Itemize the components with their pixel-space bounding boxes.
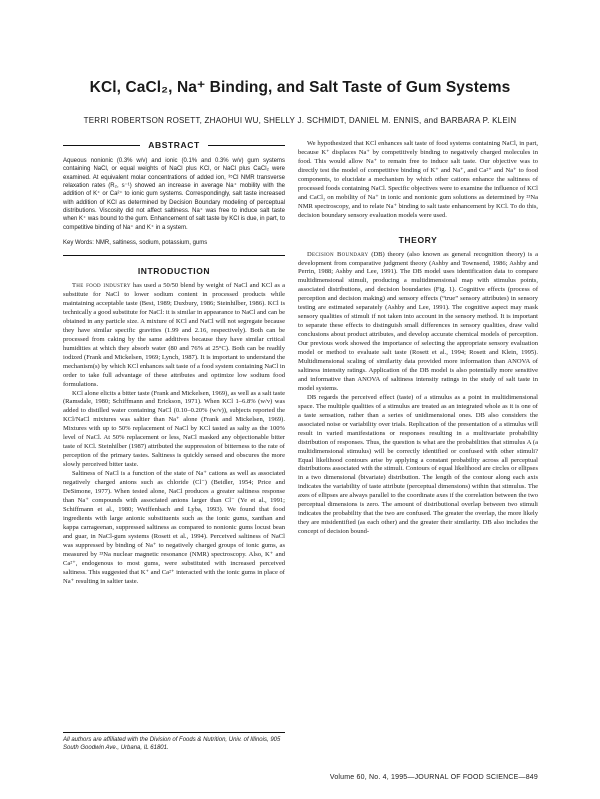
abstract-block <box>63 157 285 256</box>
theory-heading-text: THEORY <box>398 234 438 245</box>
intro-lead-in: The food industry <box>72 282 131 290</box>
affiliation-footnote: All authors are affiliated with the Division of Foods & Nutrition, Univ. of Illinois, 905 South Goodwin Ave., Urbana, IL 61801. <box>63 732 285 752</box>
theory-heading <box>298 235 538 245</box>
intro-paragraph-2: KCl alone elicits a bitter taste (Frank and Mickelsen, 1969), as well as a salt taste (Ramsdale, 1980; Schiffmann and Erickson, 1971). When KCl 1–6.8% (w/v) was added to distilled water containing NaCl (0.10–0.20% (w/v)), subjects reported the KCl/NaCl mixtures was saltier than Na⁺ alone (Frank and Mickelsen, 1969). Mixtures with up to 50% replacement of NaCl by KCl tasted as salty as the 100% level of NaCl. At 50% replacement or less, NaCl masked any objectionable bitter taste of KCl. Steinhilber (1987) attributed the suppression of bitterness to the rate of perception of the primary tastes. Saltiness is quickly sensed and obscures the more slowly perceived bitter taste. <box>63 389 285 469</box>
abstract-text: Aqueous nonionic (0.3% w/v) and ionic (0.1% and 0.3% w/v) gum systems containing NaCl, or equal weights of NaCl plus KCl, or NaCl plus CaCl₂ were examined. At equivalent molar concentrations of added ion, ³⁵Cl NMR transverse relaxation rates (R₂, s⁻¹) showed an increase in average Na⁺ mobility with the addition of K⁺ or Ca²⁺ to ionic gum systems. Correspondingly, salt taste increased with addition of KCl as determined by Decision Boundary modeling of perceptual distributions. Viscosity did not affect saltiness. Na⁺ was free to induce salt taste when K⁺ was bound to the gum. Enhancement of salt taste by KCl is due, in part, to competitive binding of Na⁺ and K⁺ in a system. <box>63 158 285 231</box>
theory-paragraph-1-text: (DB) theory (also known as general recognition theory) is a development from comparative judgment theory (Ashby and Townsend, 1986; Ashby and Perrin, 1988; Ashby and Lee, 1991). The DB model uses identification data to compare multidimensional stimuli, producing a multidimensional map with stimulus points, associated distributions, and decision boundaries (Fig. 1). Cognitive effects (process of perception and decision making) and sensory effects (“true” sensory attributes) in sensory testing are estimated separately (Ashby and Lee, 1991). The cognitive aspect may mask sensory qualities of stimuli if not taken into account in the sensory method. It is important to separate these effects to distinguish small differences in sensory qualities, draw valid conclusions about product attributes, and develop accurate chemical models of perception. Our previous work showed the importance of selecting the appropriate sensory evaluation model or method to evaluate salt taste (Rosett et al., 1994; Rosett and Klein, 1995). Multidimensional scaling of similarity data provided more information than ANOVA of saltiness intensity ratings. Application of the DB model is also potentially more sensitive and informative than ANOVA of saltiness intensity ratings in the study of salt taste in model systems. <box>298 250 538 392</box>
intro-paragraph-3: Saltiness of NaCl is a function of the state of Na⁺ cations as well as associated negatively charged anions such as chloride (Cl⁻) (Beidler, 1954; Price and DeSimone, 1977). When tested alone, NaCl produces a greater saltiness response than Na⁺ compounds with associated anions larger than Cl⁻ (Ye et al., 1991; Schiffmann et al., 1980; Weiffenbach and Lyba, 1993). We found that food ingredients with large anionic substituents such as the ionic gums, xanthan and kappa carrageenan, suppressed saltiness as compared to nonionic gums locust bean and guar, in NaCl-gum systems (Rosett et al., 1994). Perceived saltiness of NaCl was suppressed by binding of Na⁺ to negatively charged groups of ionic gums, as measured by ²³Na nuclear magnetic resonance (NMR) spectroscopy. Also, K⁺ and Ca²⁺, endogenous to most gums, were substituted with increased perceived saltiness. This suggested that K⁺ and Ca²⁺ interacted with the ionic gums in place of Na⁺ resulting in saltier taste. <box>63 470 285 585</box>
left-column <box>63 140 285 587</box>
abstract-heading <box>63 140 285 150</box>
right-column <box>298 140 538 537</box>
theory-body <box>298 251 538 538</box>
hypothesis-paragraph: We hypothesized that KCl enhances salt taste of food systems containing NaCl, in part, because K⁺ displaces Na⁺ by competitively binding to negatively charged molecules in food. This would allow Na⁺ to remain free to induce salt taste. Our objective was to directly test the model of competitive binding of K⁺ and Na⁺, and Ca²⁺ and Na⁺ to food components, to elucidate a mechanism by which other cations enhance the saltiness of processed foods containing NaCl. Specific objectives were to examine the influence of KCl and CaCl₂ on mobility of Na⁺ in ionic and nonionic gum solutions as determined by ²³Na NMR spectroscopy, and to relate Na⁺ binding to salt taste enhancement by KCl. To do this, decision boundary sensory evaluation models were used. <box>298 140 538 219</box>
abstract-heading-text: ABSTRACT <box>148 140 200 150</box>
introduction-heading <box>63 266 285 276</box>
intro-paragraph-1 <box>63 282 285 389</box>
intro-paragraph-1-text: has used a 50/50 blend by weight of NaCl and KCl as a substitute for NaCl to lower sodium content in processed products while maintaining acceptable taste (Best, 1989; Duxbury, 1986; Steinhilber, 1986). KCl is technically a good substitute for NaCl: it is similar in appearance to NaCl and can be obtained in any particle size. A mixture of KCl and NaCl will not segregate because they have similar specific gravities (1.99 and 2.16, respectively). Both can be processed from caking by the same additives because they have similar critical humidities at which they absorb water (80 and 76% at 25°C). Both can be readily iodized (Frank and Mickelsen, 1969; Lynch, 1987). It is important to understand the mechanism(s) by which KCl enhances salt taste of a food system containing NaCl in order to take full advantage of these attributes and optimize low sodium food formulations. <box>63 282 286 388</box>
journal-footer: Volume 60, No. 4, 1995—JOURNAL OF FOOD SCIENCE—849 <box>329 774 538 781</box>
author-list: TERRI ROBERTSON ROSETT, ZHAOHUI WU, SHELLY J. SCHMIDT, DANIEL M. ENNIS, and BARBARA P. KLEIN <box>83 116 517 125</box>
rule-left <box>63 145 140 146</box>
introduction-heading-text: INTRODUCTION <box>137 266 211 277</box>
theory-lead-in: Decision Boundary <box>307 250 369 258</box>
introduction-body <box>63 282 285 586</box>
keywords: Key Words: NMR, saltiness, sodium, potassium, gums <box>63 240 208 247</box>
abstract-divider <box>63 255 285 256</box>
theory-paragraph-2: DB regards the perceived effect (taste) of a stimulus as a point in multidimensional space. The multiple qualities of a stimulus are treated as an integrated whole as it is one of a taste sensation, rather than a series of unidimensional ones. DB also considers the associated noise or variability over trials. Replication of the presentation of a stimulus will result in varied manifestations or responses resulting in a multivariate probability distribution of responses. Thus, the question is what are the probabilities that stimulus A (a multidimensional stimulus) will be correctly identified or confused with other stimuli? Equal likelihood contours arise by applying a constant probability across all perceptual distributions associated with the stimuli. Contours of equal likelihood are circles or ellipses in a two dimensional (bivariate) distribution. The length of the contour along each axis indicates the variability of taste attribute (perceptual dimensions) within that stimulus. The axes of ellipses are always parallel to the coordinate axes if the correlation between the two perceptual dimensions is zero. The amount of distributional overlap between two stimuli indicates the probability that the two are confused. The greater the overlap, the more likely they are misidentified (as each other) and the greater their similarity. DB also includes the concept of decision bound- <box>298 393 538 536</box>
rule-right <box>208 145 285 146</box>
theory-paragraph-1 <box>298 251 538 394</box>
article-title: KCl, CaCl₂, Na⁺ Binding, and Salt Taste of Gum Systems <box>89 79 511 96</box>
